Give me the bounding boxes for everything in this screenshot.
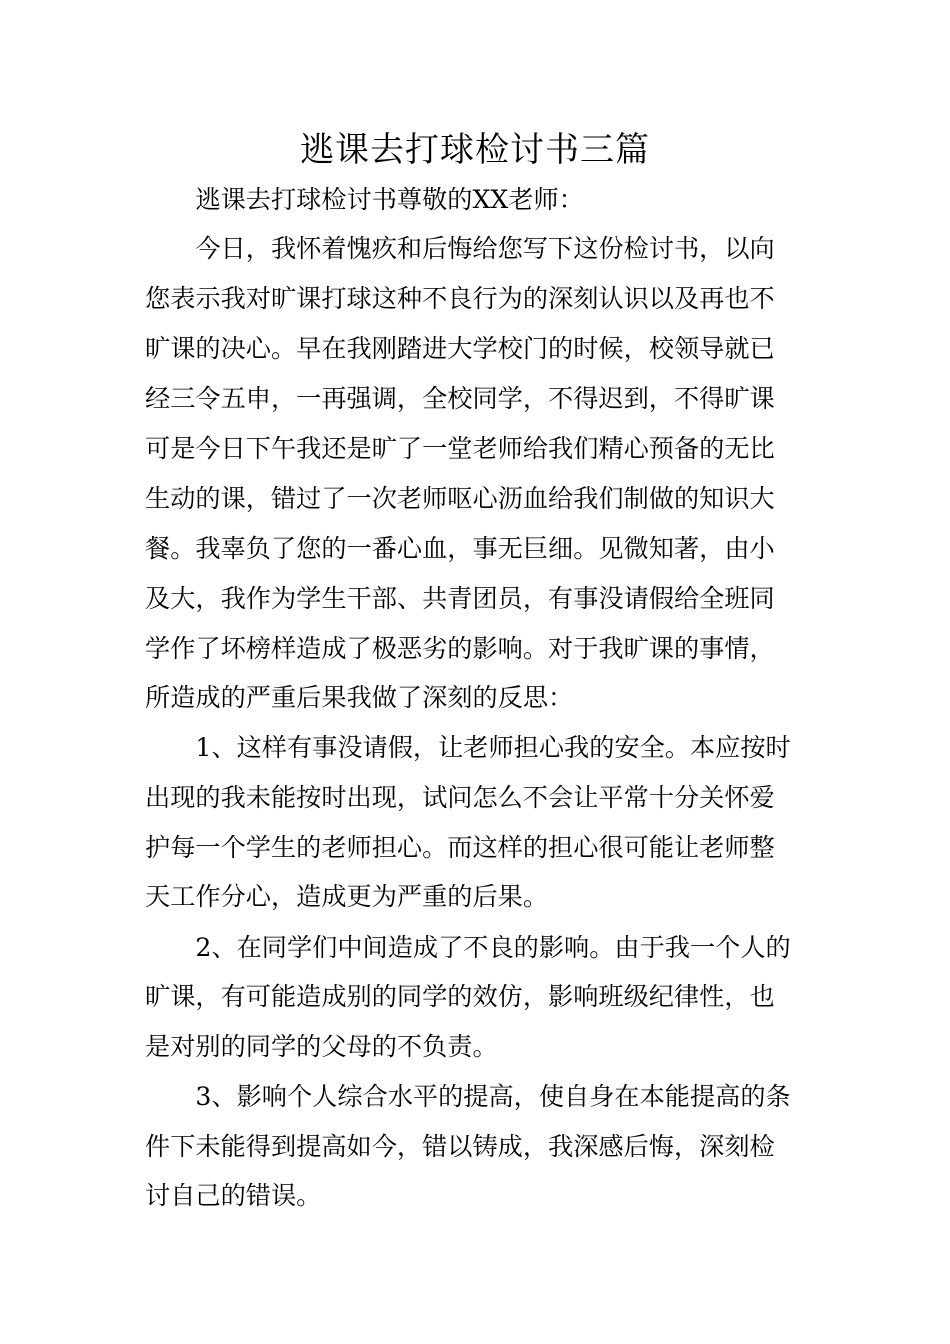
body-line: 今日，我怀着愧疚和后悔给您写下这份检讨书，以向 [145, 234, 775, 263]
body-line: 生动的课，错过了一次老师呕心沥血给我们制做的知识大 [145, 484, 775, 513]
body-line: 可是今日下午我还是旷了一堂老师给我们精心预备的无比 [145, 434, 775, 463]
body-line: 学作了坏榜样造成了极恶劣的影响。对于我旷课的事情， [145, 634, 775, 663]
body-line: 逃课去打球检讨书尊敬的XX老师： [145, 185, 584, 214]
body-line: 及大，我作为学生干部、共青团员，有事没请假给全班同 [145, 584, 775, 613]
body-line: 3、影响个人综合水平的提高，使自身在本能提高的条 [145, 1082, 791, 1111]
body-line: 餐。我辜负了您的一番心血，事无巨细。见微知著，由小 [145, 534, 775, 563]
body-line: 旷课的决心。早在我刚踏进大学校门的时候，校领导就已 [145, 334, 775, 363]
document-title: 逃课去打球检讨书三篇 [300, 130, 650, 170]
body-line: 是对别的同学的父母的不负责。 [145, 1032, 498, 1061]
body-line: 您表示我对旷课打球这种不良行为的深刻认识以及再也不 [145, 284, 775, 313]
body-line: 所造成的严重后果我做了深刻的反思： [145, 683, 574, 712]
body-line: 讨自己的错误。 [145, 1181, 322, 1210]
body-line: 1、这样有事没请假，让老师担心我的安全。本应按时 [145, 733, 791, 762]
body-line: 件下未能得到提高如今，错以铸成，我深感后悔，深刻检 [145, 1132, 775, 1161]
body-line: 2、在同学们中间造成了不良的影响。由于我一个人的 [145, 933, 791, 962]
body-line: 出现的我未能按时出现，试问怎么不会让平常十分关怀爱 [145, 783, 775, 812]
body-line: 旷课，有可能造成别的同学的效仿，影响班级纪律性，也 [145, 982, 775, 1011]
body-line: 护每一个学生的老师担心。而这样的担心很可能让老师整 [145, 833, 775, 862]
body-line: 经三令五申，一再强调，全校同学，不得迟到，不得旷课 [145, 384, 775, 413]
body-line: 天工作分心，造成更为严重的后果。 [145, 882, 548, 911]
